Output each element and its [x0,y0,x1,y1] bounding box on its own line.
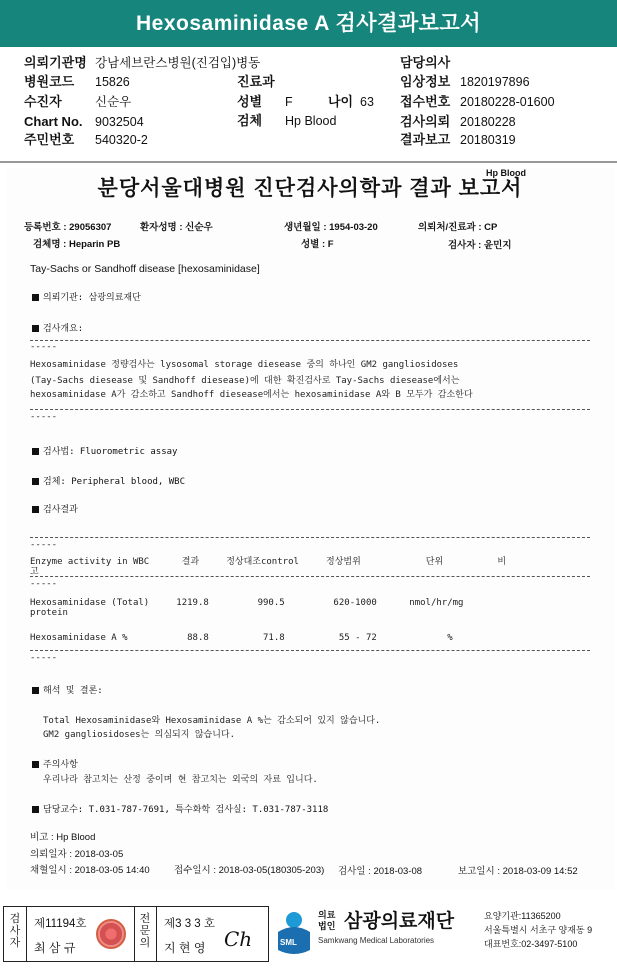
signature-box [3,906,269,962]
contact-text: 담당교수: T.031-787-7691, 특수화학 검사실: T.031-787-3118 [43,805,329,815]
scan-title: 분당서울대병원 진단검사의학과 결과 보고서 [97,177,523,200]
chart-value: 9032504 [95,115,144,129]
footer [0,900,617,970]
subject-label: 수진자 [24,94,62,109]
examiner-license: 제11194호 [34,918,87,930]
receipt-label: 접수번호 [400,94,451,109]
signature: Ch [224,927,253,951]
overview-line-3: hexosaminidase A가 감소하고 Sandhoff diesease에서는 hexosaminidase A와 B 모두가 감소한다 [30,390,473,400]
hospcode-value: 15826 [95,75,130,89]
receipt-value: 20180228-01600 [460,95,555,109]
clinical-label: 임상정보 [400,74,451,89]
hospital-value: 강남세브란스병원(진검입)병동 [95,56,261,70]
patient-name: 환자성명 : 신순우 [140,222,213,233]
caution-heading [32,757,78,770]
age-label: 나이 [328,94,354,109]
hospital-label: 의뢰기관명 [24,55,87,70]
caution-heading-text: 주의사항 [43,760,78,770]
divider-tail: ----- [30,412,58,422]
examiner-vertical-label: 검사자 [9,913,21,949]
overview-line-2: (Tay-Sachs diesease 및 Sandhoff diesease)에 대한 확진검사로 Tay-Sachs diesease에서는 [30,376,460,386]
result-column-header: Enzyme activity in WBC 결과 정상대조control 정상범위 단위 비 [30,557,507,567]
specialist-vertical-label: 전문의 [139,913,151,949]
test-title: Tay-Sachs or Sandhoff disease [hexosaminidase] [30,263,260,275]
report-title: Hexosaminidase A 검사결과보고서 [0,0,617,47]
org-english: Samkwang Medical Laboratories [318,936,435,945]
reg-no: 등록번호 : 29056307 [24,222,112,233]
specimen-value: Hp Blood [285,114,337,128]
subject-value: 신순우 [95,95,132,109]
dept-label: 진료과 [237,74,275,89]
interpretation-line-1: Total Hexosaminidase와 Hexosaminidase A %는 감소되어 있지 않습니다. [43,716,381,726]
seal-stamp [96,919,126,949]
result-column-header-cont: 고 [30,567,39,577]
specimen-name: 검체명 : Heparin PB [33,239,121,250]
care-number: 요양기관:11365200 [484,911,561,921]
examiner-name: 최 삼 규 [34,941,76,955]
client-dept: 의뢰처/진료과 : CP [418,222,498,233]
collect-time: 채혈일시 : 2018-03-05 14:40 [30,865,150,876]
divider-tail: ----- [30,540,58,550]
result-row-a-percent: Hexosaminidase A % 88.8 71.8 55 - 72 % [30,633,453,643]
test-date: 검사일 : 2018-03-08 [338,866,423,877]
org-prefix: 의료법인 [318,910,336,931]
remark: 비고 : Hp Blood [30,832,96,843]
hospcode-label: 병원코드 [24,74,75,89]
box-divider [134,907,135,961]
divider-tail: ----- [30,342,58,352]
divider [30,409,590,410]
report-time: 보고일시 : 2018-03-09 14:52 [458,866,578,877]
overview-line-1: Hexosaminidase 정량검사는 lysosomal storage diesease 중의 하나인 GM2 gangliosidoses [30,360,459,370]
divider [30,576,590,577]
accept-time: 접수일시 : 2018-03-05(180305-203) [174,865,325,876]
specialist-name: 지 현 영 [164,941,206,955]
sml-logo [274,908,314,958]
divider-tail: ----- [30,653,58,663]
doctor-label: 담당의사 [400,55,451,70]
header-divider [0,161,617,163]
interpretation-heading-text: 해석 및 결론: [43,686,103,696]
method-text: 검사법: Fluorometric assay [43,447,178,457]
interpretation-line-2: GM2 gangliosidoses는 의심되지 않습니다. [43,730,236,740]
divider [30,537,590,538]
clinical-value: 1820197896 [460,75,530,89]
rrn-value: 540320-2 [95,133,148,147]
hp-blood-note: Hp Blood [486,168,526,178]
age-value: 63 [360,95,374,109]
result-heading [32,502,78,515]
institution-text: 의뢰기관: 삼광의료재단 [43,293,141,303]
request-date: 의뢰일자 : 2018-03-05 [30,849,124,860]
sml-logo-icon [274,908,314,958]
overview-heading [32,321,83,334]
institution-line [32,290,141,303]
result-row-total-cont: protein [30,608,68,618]
sex-label: 성별 [237,94,263,109]
birth-date: 생년월일 : 1954-03-20 [284,222,378,233]
report-header [0,47,617,163]
patient-sex: 성별 : F [301,239,334,250]
sex-value: F [285,95,293,109]
divider-tail: ----- [30,579,58,589]
request-label: 검사의뢰 [400,114,451,129]
result-heading-text: 검사결과 [43,505,78,515]
sample-text: 검체: Peripheral blood, WBC [43,477,186,487]
specimen-label: 검체 [237,113,263,128]
divider [30,340,590,341]
report-label: 결과보고 [400,132,451,147]
examiner: 검사자 : 윤민지 [448,240,512,251]
org-name: 삼광의료재단 [344,911,455,932]
caution-line-1: 우리나라 참고치는 산정 중이며 현 참고치는 외국의 자료 입니다. [43,775,318,785]
scanned-report [6,168,614,890]
phone: 대표번호:02-3497-5100 [484,939,578,949]
request-value: 20180228 [460,115,516,129]
contact-line [32,802,328,815]
specialist-license: 제3 3 3 호 [164,918,215,930]
box-divider [156,907,157,961]
divider [30,650,590,651]
method-line [32,444,177,457]
interpretation-heading [32,683,103,696]
rrn-label: 주민번호 [24,132,75,147]
report-value: 20180319 [460,133,516,147]
box-divider [26,907,27,961]
result-row-total: Hexosaminidase (Total) 1219.8 990.5 620-1000 nmol/hr/mg [30,598,464,608]
address: 서울특별시 서초구 양재동 9 [484,925,593,935]
sample-line [32,474,185,487]
sml-logo-text: SML [280,938,297,947]
chart-label: Chart No. [24,114,83,129]
overview-heading-text: 검사개요: [43,324,84,334]
